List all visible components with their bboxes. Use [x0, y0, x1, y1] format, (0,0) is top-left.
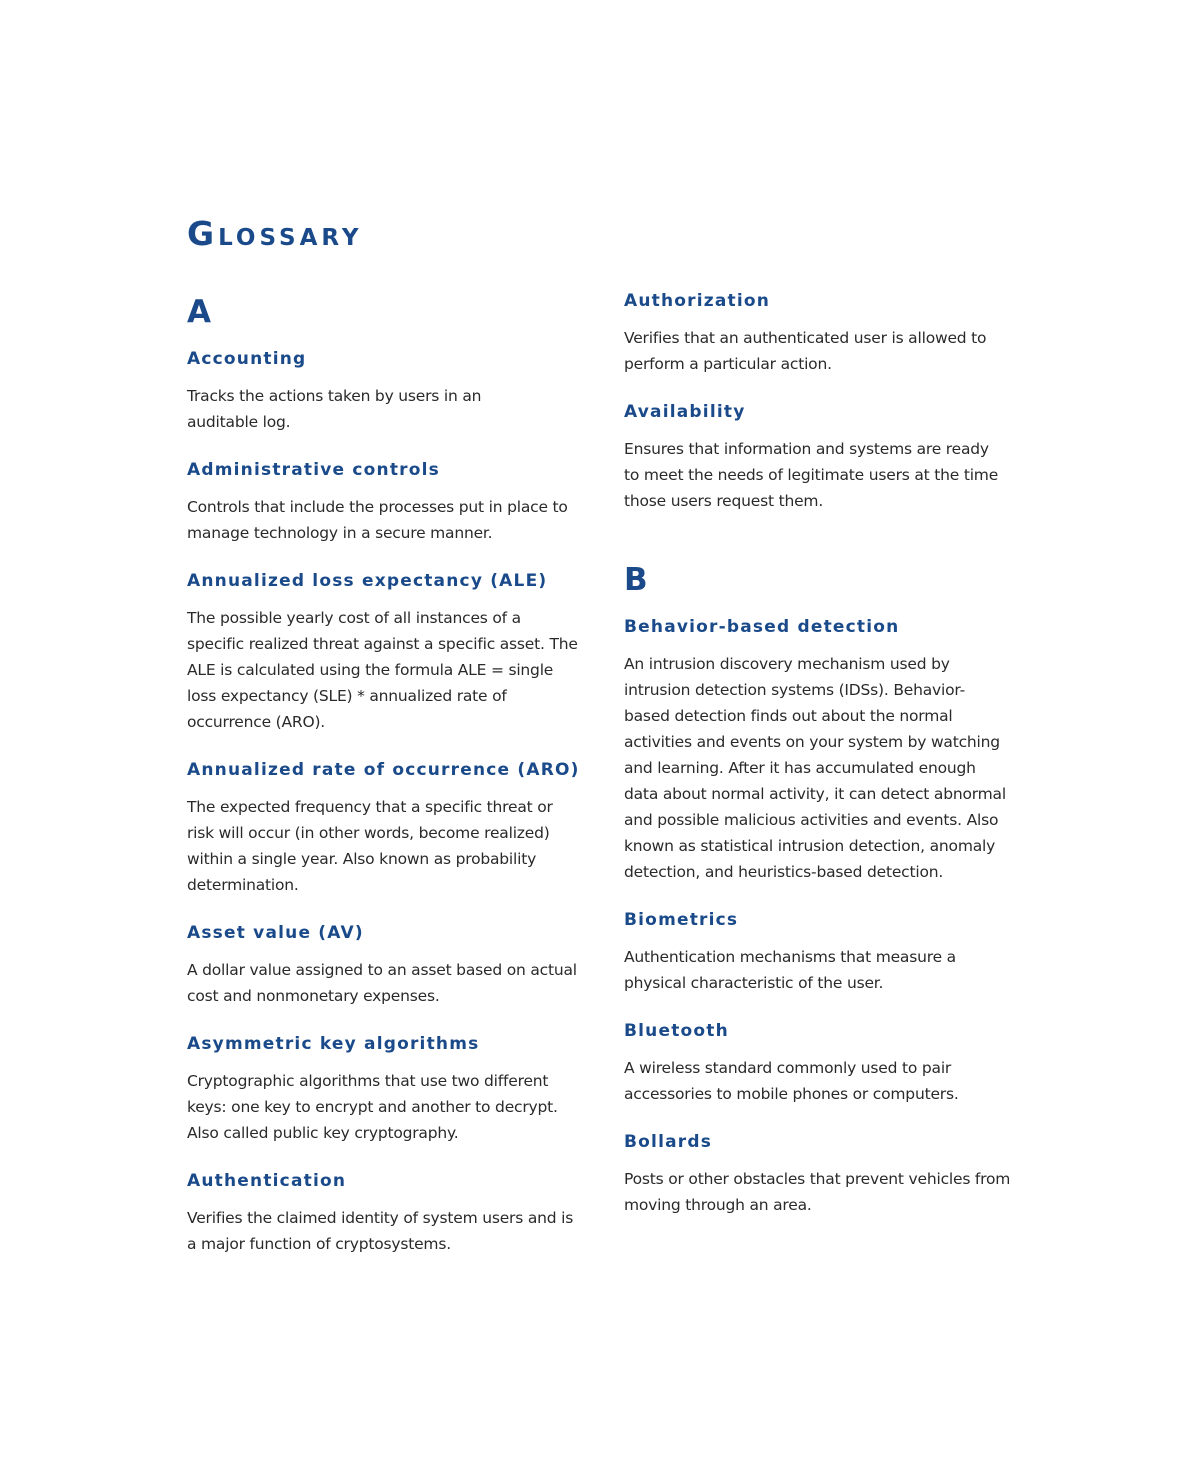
glossary-definition: Authentication mechanisms that measure a physical characteristic of the user.	[624, 948, 956, 992]
glossary-entry	[624, 401, 1024, 514]
glossary-term: Accounting	[187, 349, 307, 369]
glossary-entry	[187, 348, 582, 435]
glossary-definition: Controls that include the processes put in place to manage technology in a secure manner.	[187, 498, 568, 542]
glossary-term: Annualized rate of occurrence (ARO)	[187, 760, 580, 780]
section-letter-a: A	[187, 294, 211, 330]
glossary-definition: A dollar value assigned to an asset based on actual cost and nonmonetary expenses.	[187, 961, 577, 1005]
glossary-term: Behavior-based detection	[624, 617, 900, 637]
glossary-definition: Tracks the actions taken by users in an auditable log.	[187, 387, 482, 431]
glossary-entry	[624, 290, 1024, 377]
glossary-term: Annualized loss expectancy (ALE)	[187, 571, 548, 591]
glossary-definition: The expected frequency that a specific threat or risk will occur (in other words, become realized) within a single year. Also known as probability determination.	[187, 798, 553, 894]
glossary-definition: An intrusion discovery mechanism used by intrusion detection systems (IDSs). Behavior-based detection finds out about the normal activities and events on your system by watching and learning. After it has accumulated enough data about normal activity, it can detect abnormal and possible malicious activities and events. Also known as statistical intrusion detection, anomaly detection, and heuristics-based detection.	[624, 655, 1006, 881]
glossary-entry	[624, 1131, 1024, 1218]
glossary-entry	[187, 459, 582, 546]
glossary-term: Administrative controls	[187, 460, 440, 480]
glossary-entry	[624, 909, 1024, 996]
glossary-entry	[187, 759, 582, 898]
glossary-column-left	[187, 290, 582, 1281]
glossary-definition: Cryptographic algorithms that use two different keys: one key to encrypt and another to decrypt. Also called public key cryptography.	[187, 1072, 558, 1142]
glossary-entry	[187, 922, 582, 1009]
glossary-definition: Ensures that information and systems are ready to meet the needs of legitimate users at the time those users request them.	[624, 440, 999, 510]
glossary-definition: Verifies that an authenticated user is allowed to perform a particular action.	[624, 329, 987, 373]
page-title: Glossary	[187, 214, 363, 253]
section-letter-b: B	[624, 562, 648, 598]
glossary-term: Authentication	[187, 1171, 347, 1191]
glossary-definition: The possible yearly cost of all instances of a specific realized threat against a specific asset. The ALE is calculated using the formula ALE = single loss expectancy (SLE) * annualized rate of occurrence (ARO).	[187, 609, 578, 731]
glossary-term: Availability	[624, 402, 746, 422]
glossary-entry	[187, 1033, 582, 1146]
glossary-entry	[624, 1020, 1024, 1107]
glossary-entry	[624, 616, 1024, 885]
glossary-entry	[187, 1170, 582, 1257]
glossary-term: Biometrics	[624, 910, 739, 930]
glossary-term: Authorization	[624, 291, 771, 311]
glossary-term: Asymmetric key algorithms	[187, 1034, 480, 1054]
glossary-definition: Verifies the claimed identity of system users and is a major function of cryptosystems.	[187, 1209, 574, 1253]
glossary-term: Bluetooth	[624, 1021, 729, 1041]
glossary-definition: Posts or other obstacles that prevent vehicles from moving through an area.	[624, 1170, 1011, 1214]
glossary-term: Asset value (AV)	[187, 923, 364, 943]
glossary-entry	[187, 570, 582, 735]
glossary-column-right	[624, 290, 1024, 1242]
glossary-definition: A wireless standard commonly used to pair accessories to mobile phones or computers.	[624, 1059, 959, 1103]
glossary-term: Bollards	[624, 1132, 713, 1152]
